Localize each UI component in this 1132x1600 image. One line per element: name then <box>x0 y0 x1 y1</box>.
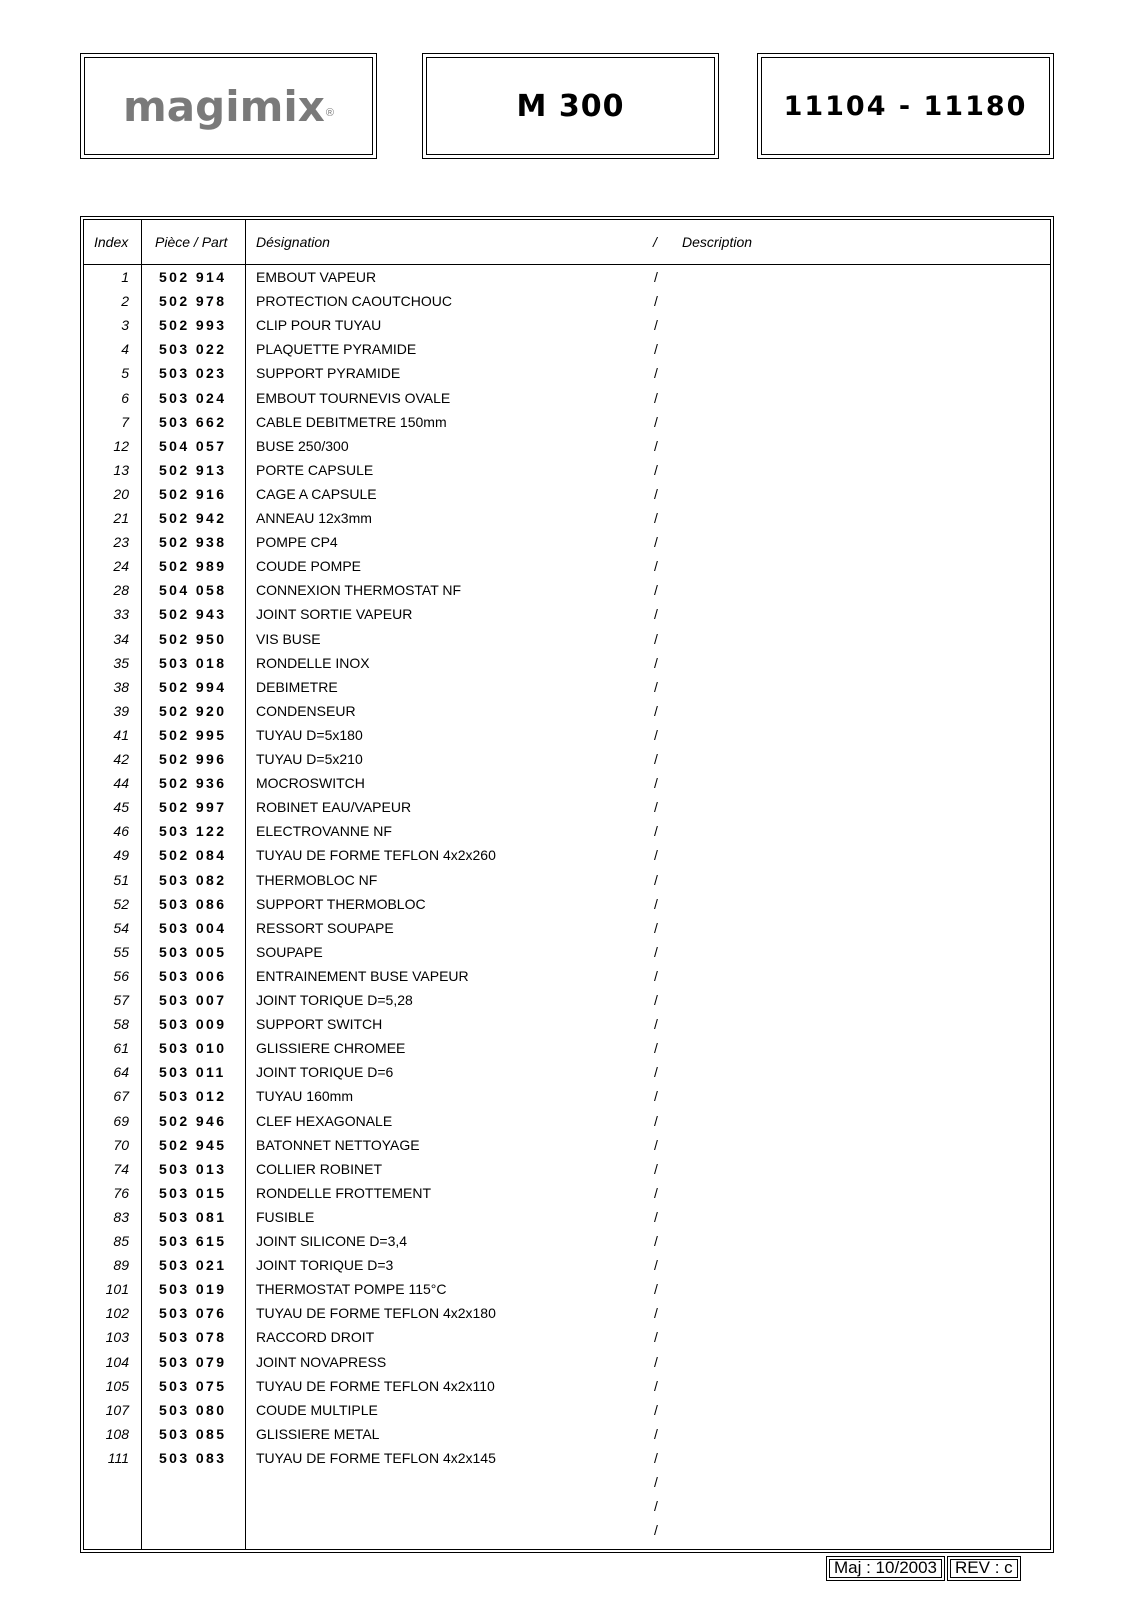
row-index: 21 <box>113 510 129 526</box>
update-date: Maj : 10/2003 <box>826 1556 945 1581</box>
table-row <box>81 1495 1053 1519</box>
model-name: M 300 <box>516 88 625 124</box>
row-separator: / <box>654 1016 658 1033</box>
row-designation: ENTRAINEMENT BUSE VAPEUR <box>256 967 469 984</box>
row-separator: / <box>654 1208 658 1225</box>
registered-mark: ® <box>325 107 334 119</box>
row-designation: TUYAU DE FORME TEFLON 4x2x145 <box>256 1449 496 1466</box>
row-separator: / <box>654 485 658 502</box>
row-designation: EMBOUT VAPEUR <box>256 269 377 285</box>
row-designation: TUYAU D=5x180 <box>256 726 363 743</box>
row-part-number: 502 936 <box>159 775 227 792</box>
row-separator: / <box>654 582 658 599</box>
row-part-number: 502 914 <box>159 269 227 285</box>
table-row <box>81 1182 1053 1206</box>
table-row <box>81 531 1053 555</box>
row-separator: / <box>654 1377 658 1394</box>
table-row <box>81 387 1053 411</box>
table-row <box>81 603 1053 627</box>
table-row <box>81 1519 1053 1543</box>
revision-label: REV : c <box>947 1556 1021 1581</box>
table-row <box>81 1351 1053 1375</box>
row-separator: / <box>654 1305 658 1322</box>
row-designation: PROTECTION CAOUTCHOUC <box>256 293 452 310</box>
row-separator: / <box>654 341 658 358</box>
row-index: 34 <box>113 630 129 647</box>
row-designation: EMBOUT TOURNEVIS OVALE <box>256 389 451 406</box>
table-row <box>81 1085 1053 1109</box>
row-part-number: 503 085 <box>159 1425 227 1442</box>
column-header-designation: Désignation <box>256 234 330 250</box>
row-separator: / <box>654 293 658 310</box>
row-separator: / <box>654 1329 658 1346</box>
row-designation: JOINT TORIQUE D=6 <box>256 1064 394 1081</box>
row-designation: COUDE POMPE <box>256 558 362 575</box>
row-separator: / <box>654 606 658 623</box>
row-separator: / <box>654 967 658 984</box>
row-part-number: 502 938 <box>159 534 227 551</box>
row-part-number: 503 078 <box>159 1329 227 1346</box>
row-separator: / <box>654 823 658 840</box>
row-index: 35 <box>113 654 129 671</box>
row-separator: / <box>654 1281 658 1298</box>
row-designation: GLISSIERE METAL <box>256 1425 380 1442</box>
row-index: 64 <box>113 1064 129 1081</box>
row-part-number: 502 996 <box>159 751 227 767</box>
row-designation: SOUPAPE <box>256 943 323 960</box>
table-row <box>81 796 1053 820</box>
table-row <box>81 989 1053 1013</box>
row-index: 61 <box>113 1040 129 1057</box>
table-row <box>81 941 1053 965</box>
row-designation: ANNEAU 12x3mm <box>256 510 372 526</box>
row-designation: PORTE CAPSULE <box>256 461 374 478</box>
row-part-number: 503 615 <box>159 1233 227 1249</box>
table-row <box>81 1278 1053 1302</box>
table-row <box>81 628 1053 652</box>
row-part-number: 502 995 <box>159 726 227 743</box>
row-designation: JOINT TORIQUE D=3 <box>256 1257 394 1274</box>
row-separator: / <box>654 847 658 864</box>
row-index: 70 <box>113 1136 129 1153</box>
row-index: 20 <box>113 485 129 502</box>
row-index: 58 <box>113 1016 129 1033</box>
row-separator: / <box>654 1040 658 1057</box>
row-part-number: 503 019 <box>159 1281 227 1298</box>
table-row <box>81 555 1053 579</box>
row-designation: JOINT NOVAPRESS <box>256 1353 387 1370</box>
row-separator: / <box>654 1522 658 1539</box>
row-separator: / <box>654 1449 658 1466</box>
row-designation: VIS BUSE <box>256 630 321 647</box>
table-row <box>81 507 1053 531</box>
table-row <box>81 338 1053 362</box>
row-index: 6 <box>121 389 129 406</box>
row-designation: JOINT SILICONE D=3,4 <box>256 1233 408 1249</box>
table-row <box>81 1013 1053 1037</box>
row-separator: / <box>654 534 658 551</box>
row-designation: TUYAU 160mm <box>256 1088 353 1105</box>
table-row <box>81 1471 1053 1495</box>
table-row <box>81 314 1053 338</box>
table-row <box>81 1134 1053 1158</box>
row-part-number: 502 993 <box>159 317 227 334</box>
row-designation: SUPPORT THERMOBLOC <box>256 895 426 912</box>
row-designation: CABLE DEBITMETRE 150mm <box>256 413 447 430</box>
table-row <box>81 579 1053 603</box>
table-row <box>81 1254 1053 1278</box>
row-index: 1 <box>121 269 129 285</box>
row-index: 41 <box>113 726 129 743</box>
table-row <box>81 362 1053 386</box>
row-index: 49 <box>113 847 129 864</box>
row-index: 83 <box>113 1208 129 1225</box>
row-designation: THERMOBLOC NF <box>256 871 378 888</box>
row-designation: SUPPORT PYRAMIDE <box>256 365 401 382</box>
row-index: 33 <box>113 606 129 623</box>
row-index: 102 <box>105 1305 129 1322</box>
row-designation: PLAQUETTE PYRAMIDE <box>256 341 417 358</box>
table-row <box>81 772 1053 796</box>
row-part-number: 503 007 <box>159 992 227 1008</box>
row-part-number: 503 081 <box>159 1208 227 1225</box>
row-part-number: 502 950 <box>159 630 227 647</box>
row-index: 3 <box>121 317 129 334</box>
row-index: 23 <box>113 534 129 551</box>
row-separator: / <box>654 654 658 671</box>
table-row <box>81 965 1053 989</box>
row-separator: / <box>654 558 658 575</box>
row-separator: / <box>654 992 658 1008</box>
row-separator: / <box>654 1498 658 1515</box>
table-row <box>81 1447 1053 1471</box>
row-separator: / <box>654 1064 658 1081</box>
row-index: 111 <box>107 1449 129 1466</box>
row-part-number: 502 946 <box>159 1112 227 1129</box>
row-part-number: 502 997 <box>159 799 227 816</box>
row-part-number: 503 024 <box>159 389 227 406</box>
row-designation: RONDELLE FROTTEMENT <box>256 1184 432 1201</box>
row-index: 89 <box>113 1257 129 1274</box>
row-separator: / <box>654 630 658 647</box>
row-part-number: 503 082 <box>159 871 227 888</box>
row-separator: / <box>654 1474 658 1490</box>
row-index: 76 <box>113 1184 129 1201</box>
row-designation: BATONNET NETTOYAGE <box>256 1136 420 1153</box>
column-header-separator: / <box>653 234 657 250</box>
row-index: 45 <box>113 799 129 816</box>
row-part-number: 502 989 <box>159 558 227 575</box>
row-part-number: 502 994 <box>159 678 227 695</box>
row-part-number: 503 004 <box>159 919 227 936</box>
table-row <box>81 411 1053 435</box>
table-row <box>81 266 1053 290</box>
table-row <box>81 290 1053 314</box>
row-index: 55 <box>113 943 129 960</box>
row-designation: MOCROSWITCH <box>256 775 365 792</box>
row-index: 38 <box>113 678 129 695</box>
row-index: 69 <box>113 1112 129 1129</box>
row-index: 57 <box>113 992 129 1008</box>
row-index: 103 <box>105 1329 129 1346</box>
row-part-number: 503 023 <box>159 365 227 382</box>
row-index: 5 <box>121 365 129 382</box>
row-part-number: 502 920 <box>159 702 227 719</box>
row-designation: BUSE 250/300 <box>256 437 349 454</box>
row-separator: / <box>654 1257 658 1274</box>
row-separator: / <box>654 678 658 695</box>
row-separator: / <box>654 1184 658 1201</box>
row-designation: TUYAU DE FORME TEFLON 4x2x110 <box>256 1377 495 1394</box>
row-part-number: 503 015 <box>159 1184 227 1201</box>
column-header-part: Pièce / Part <box>155 234 228 250</box>
row-separator: / <box>654 365 658 382</box>
row-separator: / <box>654 437 658 454</box>
row-part-number: 503 076 <box>159 1305 227 1322</box>
row-part-number: 503 018 <box>159 654 227 671</box>
row-part-number: 503 006 <box>159 967 227 984</box>
row-designation: THERMOSTAT POMPE 115°C <box>256 1281 447 1298</box>
row-separator: / <box>654 775 658 792</box>
row-designation: FUSIBLE <box>256 1208 315 1225</box>
row-index: 105 <box>105 1377 129 1394</box>
row-part-number: 502 913 <box>159 461 227 478</box>
row-part-number: 502 942 <box>159 510 227 526</box>
row-designation: CLEF HEXAGONALE <box>256 1112 393 1129</box>
row-index: 44 <box>113 775 129 792</box>
row-separator: / <box>654 1088 658 1105</box>
table-row <box>81 1326 1053 1350</box>
table-row <box>81 893 1053 917</box>
table-row <box>81 748 1053 772</box>
row-designation: SUPPORT SWITCH <box>256 1016 383 1033</box>
row-part-number: 503 122 <box>159 823 227 840</box>
row-part-number: 503 009 <box>159 1016 227 1033</box>
table-row <box>81 435 1053 459</box>
row-separator: / <box>654 317 658 334</box>
row-index: 101 <box>105 1281 129 1298</box>
table-row <box>81 869 1053 893</box>
table-row <box>81 652 1053 676</box>
model-box <box>422 53 719 159</box>
row-separator: / <box>654 269 658 285</box>
column-header-description: Description <box>682 234 753 250</box>
row-index: 52 <box>113 895 129 912</box>
row-part-number: 503 075 <box>159 1377 227 1394</box>
row-separator: / <box>654 702 658 719</box>
row-separator: / <box>654 461 658 478</box>
column-header-index: Index <box>94 234 129 250</box>
table-row <box>81 1375 1053 1399</box>
row-designation: GLISSIERE CHROMEE <box>256 1040 406 1057</box>
row-designation: TUYAU DE FORME TEFLON 4x2x180 <box>256 1305 496 1322</box>
row-part-number: 503 012 <box>159 1088 227 1105</box>
row-separator: / <box>654 1136 658 1153</box>
row-index: 7 <box>121 413 129 430</box>
row-designation: COUDE MULTIPLE <box>256 1401 378 1418</box>
row-designation: ROBINET EAU/VAPEUR <box>256 799 412 816</box>
table-row <box>81 1206 1053 1230</box>
row-part-number: 503 022 <box>159 341 227 358</box>
row-designation: POMPE CP4 <box>256 534 338 551</box>
footer <box>826 1556 1021 1581</box>
row-designation: RESSORT SOUPAPE <box>256 919 394 936</box>
row-separator: / <box>654 1353 658 1370</box>
row-part-number: 503 079 <box>159 1353 227 1370</box>
row-index: 46 <box>113 823 129 840</box>
row-part-number: 502 916 <box>159 485 227 502</box>
row-separator: / <box>654 1233 658 1249</box>
row-designation: JOINT SORTIE VAPEUR <box>256 606 413 623</box>
row-part-number: 502 943 <box>159 606 227 623</box>
table-row <box>81 917 1053 941</box>
row-designation: RACCORD DROIT <box>256 1329 375 1346</box>
table-row <box>81 724 1053 748</box>
row-index: 85 <box>113 1233 129 1249</box>
row-part-number: 503 013 <box>159 1160 227 1177</box>
row-index: 28 <box>113 582 129 599</box>
row-separator: / <box>654 1112 658 1129</box>
brand-logo: magimix <box>123 81 325 131</box>
table-row <box>81 459 1053 483</box>
row-designation: COLLIER ROBINET <box>256 1160 383 1177</box>
row-designation: DEBIMETRE <box>256 678 338 695</box>
reference-box <box>757 53 1054 159</box>
row-separator: / <box>654 1160 658 1177</box>
table-row <box>81 1230 1053 1254</box>
row-designation: TUYAU DE FORME TEFLON 4x2x260 <box>256 847 496 864</box>
row-part-number: 503 083 <box>159 1449 227 1466</box>
row-index: 51 <box>113 871 129 888</box>
table-row <box>81 1110 1053 1134</box>
row-part-number: 503 021 <box>159 1257 227 1274</box>
row-index: 67 <box>113 1088 129 1105</box>
table-row <box>81 1037 1053 1061</box>
row-part-number: 503 010 <box>159 1040 227 1057</box>
row-part-number: 503 080 <box>159 1401 227 1418</box>
table-row <box>81 1302 1053 1326</box>
parts-table <box>80 216 1054 1553</box>
row-part-number: 503 005 <box>159 943 227 960</box>
row-index: 108 <box>105 1425 129 1442</box>
row-part-number: 502 978 <box>159 293 227 310</box>
row-separator: / <box>654 1401 658 1418</box>
row-index: 13 <box>113 461 129 478</box>
row-designation: CLIP POUR TUYAU <box>256 317 382 334</box>
row-separator: / <box>654 413 658 430</box>
table-row <box>81 844 1053 868</box>
table-row <box>81 483 1053 507</box>
row-separator: / <box>654 1425 658 1442</box>
table-row <box>81 1158 1053 1182</box>
row-separator: / <box>654 751 658 767</box>
row-separator: / <box>654 726 658 743</box>
row-designation: TUYAU D=5x210 <box>256 751 363 767</box>
row-index: 12 <box>113 437 129 454</box>
row-index: 74 <box>113 1160 129 1177</box>
table-row <box>81 1061 1053 1085</box>
row-index: 2 <box>121 293 129 310</box>
row-index: 107 <box>105 1401 129 1418</box>
row-index: 4 <box>121 341 129 358</box>
row-designation: ELECTROVANNE NF <box>256 823 392 840</box>
row-part-number: 502 084 <box>159 847 227 864</box>
row-separator: / <box>654 389 658 406</box>
row-part-number: 504 058 <box>159 582 227 599</box>
row-part-number: 504 057 <box>159 437 227 454</box>
table-row <box>81 676 1053 700</box>
row-separator: / <box>654 871 658 888</box>
table-row <box>81 820 1053 844</box>
row-part-number: 502 945 <box>159 1136 227 1153</box>
table-row <box>81 700 1053 724</box>
table-row <box>81 1423 1053 1447</box>
reference-numbers: 11104 - 11180 <box>783 90 1028 122</box>
row-index: 54 <box>113 919 129 936</box>
row-designation: CONNEXION THERMOSTAT NF <box>256 582 462 599</box>
row-designation: CAGE A CAPSULE <box>256 485 377 502</box>
row-index: 42 <box>113 751 129 767</box>
row-separator: / <box>654 919 658 936</box>
brand-logo-box <box>80 53 377 159</box>
row-designation: CONDENSEUR <box>256 702 356 719</box>
row-index: 39 <box>113 702 129 719</box>
row-designation: JOINT TORIQUE D=5,28 <box>256 992 413 1008</box>
row-designation: RONDELLE INOX <box>256 654 370 671</box>
row-separator: / <box>654 895 658 912</box>
row-part-number: 503 086 <box>159 895 227 912</box>
row-index: 24 <box>113 558 129 575</box>
row-separator: / <box>654 510 658 526</box>
row-separator: / <box>654 943 658 960</box>
table-row <box>81 1399 1053 1423</box>
row-index: 104 <box>105 1353 129 1370</box>
row-separator: / <box>654 799 658 816</box>
header-divider <box>84 264 1050 265</box>
row-part-number: 503 662 <box>159 413 227 430</box>
row-index: 56 <box>113 967 129 984</box>
row-part-number: 503 011 <box>159 1064 226 1081</box>
